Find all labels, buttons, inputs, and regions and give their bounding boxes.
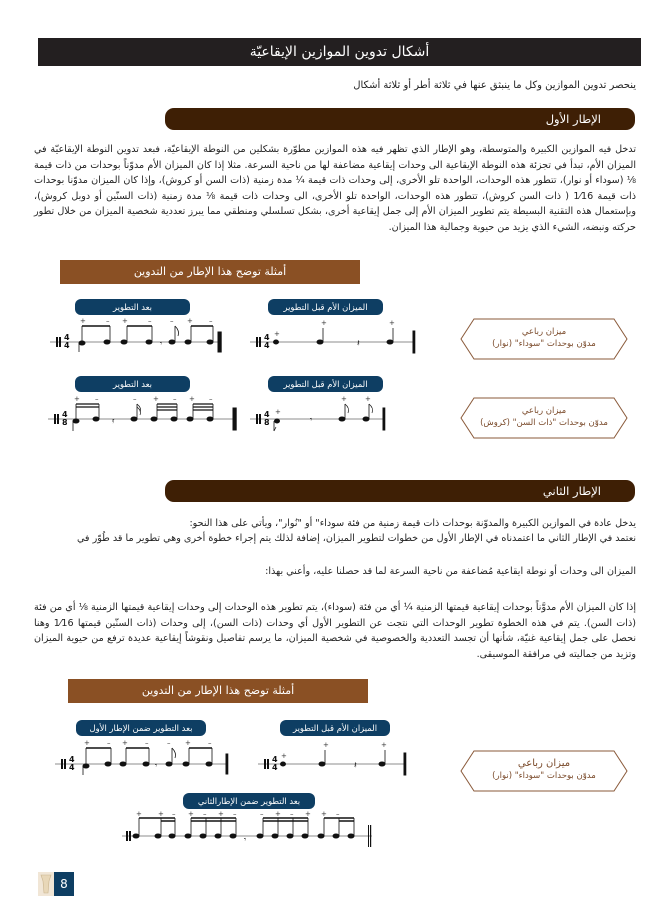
section2-after1-staff bbox=[55, 740, 235, 784]
svg-text:+: + bbox=[153, 395, 159, 403]
accent-mark: – bbox=[290, 810, 294, 818]
example2-after-label: بعد التطوير bbox=[75, 376, 190, 392]
accent-mark: + bbox=[158, 810, 164, 818]
svg-text:+: + bbox=[341, 395, 347, 403]
svg-text:𝄾: 𝄾 bbox=[155, 761, 158, 770]
accent-group bbox=[136, 810, 340, 818]
accent-mark: – bbox=[233, 810, 237, 818]
time-sig-bottom: 8 bbox=[62, 418, 68, 427]
rhythm-notation-after2 bbox=[122, 812, 382, 852]
svg-text:+: + bbox=[323, 741, 329, 749]
page-title: أشكال تدوين الموازين الإيقاعيّة bbox=[38, 38, 641, 66]
svg-text:–: – bbox=[107, 739, 111, 747]
section2-examples-heading: أمثلة توضح هذا الإطار من التدوين bbox=[68, 679, 368, 703]
example1-after-staff bbox=[50, 318, 230, 362]
accent-mark: + bbox=[188, 810, 194, 818]
svg-text:–: – bbox=[95, 395, 99, 403]
rhythm-notation-before bbox=[250, 318, 420, 358]
svg-text:–: – bbox=[208, 739, 212, 747]
svg-text:–: – bbox=[173, 395, 177, 403]
section2-line1: يدخل عادة في الموازين الكبيرة والمدوّنة بوحدات ذات قيمة زمنية من فئة سوداء" أو "نُوار"، ويأتي على هذا النحو: bbox=[189, 518, 636, 529]
note-head bbox=[230, 834, 236, 838]
intro-text: ينحصر تدوين الموازين وكل ما ينبثق عنها في ثلاثة أطر أو ثلاثة أشكال bbox=[353, 80, 636, 91]
example1-info-box bbox=[460, 318, 628, 360]
section2-body: إذا كان الميزان الأم مدوَّناً بوحدات إيقاعية قيمتها الزمنية ¼ أي من فئة (سوداء)، يتم تطوير هذه الوحدات إلى وحدات إيقاعية قيمتها الزمنية ⅛ أي من فئة (ذات السن). يتم في هذه الخطوة تطوير الوحدات التي نتجت عن التطوير الأول أي وحدات (ذات السن)، إلى وحدات (ذات السنّين قيمتها 1⁄16 وهنا نحصل على جمل إيقاعية غنيّة، شأنها أن تجسد التعددية والخصوصية في شخصية الميزان، ما يرسم تفاصيل ونقوشاً إيقاعية عديدة ترفع من حيوية الميزان وتزيد من جماليته في مرافقة الموسيقى. bbox=[34, 602, 636, 660]
section2-line2: نعتمد في الإطار الثاني ما اعتمدناه في الإطار الأول من خطوات لتطوير الميزان، إضافة لذلك يتم إجراء خطوة أخرى وهي تطوير ما قد طُوّر في bbox=[76, 533, 636, 544]
rhythm-notation-after bbox=[50, 318, 230, 358]
svg-text:–: – bbox=[145, 739, 149, 747]
rhythm-notation-after1 bbox=[55, 740, 235, 780]
svg-text:–: – bbox=[209, 317, 213, 325]
svg-text:+: + bbox=[274, 330, 280, 338]
svg-text:–: – bbox=[167, 739, 171, 747]
note-head bbox=[272, 834, 278, 838]
rhythm-notation-before bbox=[250, 395, 420, 435]
accent-mark: + bbox=[305, 810, 311, 818]
note-head bbox=[257, 834, 263, 838]
time-sig-top: 4 bbox=[64, 333, 70, 342]
accent-mark: – bbox=[203, 810, 207, 818]
time-sig-bottom: 4 bbox=[64, 341, 70, 350]
section2-after2-staff bbox=[122, 812, 382, 856]
svg-text:𝄾: 𝄾 bbox=[160, 339, 163, 348]
section2-before-staff bbox=[258, 740, 418, 784]
section2-box-line2: مدوّن بوحدات "سوداء" (نوار) bbox=[492, 771, 596, 781]
rest: 𝄾 bbox=[244, 835, 247, 844]
note-head bbox=[318, 834, 324, 838]
section1-heading: الإطار الأول bbox=[165, 108, 635, 130]
time-sig-bottom: 4 bbox=[69, 763, 75, 772]
note-head bbox=[287, 834, 293, 838]
svg-text:–: – bbox=[148, 317, 152, 325]
example1-before-staff bbox=[250, 318, 420, 362]
svg-text:+: + bbox=[275, 408, 281, 416]
note-head bbox=[200, 834, 206, 838]
svg-text:𝄾: 𝄾 bbox=[310, 415, 313, 424]
svg-text:+: + bbox=[189, 395, 195, 403]
svg-text:–: – bbox=[133, 395, 137, 403]
svg-text:𝄽: 𝄽 bbox=[357, 339, 360, 349]
svg-text:+: + bbox=[321, 319, 327, 327]
example2-info-box bbox=[460, 397, 628, 439]
note-head bbox=[185, 834, 191, 838]
svg-text:+: + bbox=[74, 395, 80, 403]
accent-mark: – bbox=[336, 810, 340, 818]
example2-before-label: الميزان الأم قبل التطوير bbox=[268, 376, 383, 392]
accent-mark: + bbox=[275, 810, 281, 818]
svg-text:𝄿: 𝄿 bbox=[112, 416, 115, 425]
note-head bbox=[133, 834, 139, 838]
section2-after2-label: بعد التطوير ضمن الإطارالثاني bbox=[183, 793, 315, 809]
time-sig-top: 4 bbox=[62, 410, 68, 419]
rhythm-notation-before bbox=[258, 740, 418, 780]
svg-text:+: + bbox=[281, 752, 287, 760]
svg-text:4: 4 bbox=[272, 755, 278, 764]
section2-line3: الميزان الى وحدات أو نوطة ايقاعية مُضاعفة من ناحية السرعة لما قد حصلنا عليه، وأعني بهذا: bbox=[265, 566, 636, 577]
svg-text:+: + bbox=[389, 319, 395, 327]
example1-before-label: الميزان الأم قبل التطوير bbox=[268, 299, 383, 315]
svg-text:+: + bbox=[187, 317, 193, 325]
svg-text:+: + bbox=[381, 741, 387, 749]
svg-text:+: + bbox=[185, 739, 191, 747]
page-number: 8 bbox=[54, 872, 74, 896]
svg-text:+: + bbox=[122, 739, 128, 747]
example2-box-line2: مدوّن بوحدات "ذات السن" (كروش) bbox=[480, 418, 608, 428]
svg-text:–: – bbox=[106, 317, 110, 325]
section2-heading: الإطار الثاني bbox=[165, 480, 635, 502]
svg-text:+: + bbox=[122, 317, 128, 325]
svg-text:+: + bbox=[84, 739, 90, 747]
note-group bbox=[133, 818, 354, 844]
example1-box-line2: مدوّن بوحدات "سوداء" (نوار) bbox=[492, 339, 596, 349]
accent-mark: + bbox=[136, 810, 142, 818]
example2-after-staff bbox=[48, 395, 238, 439]
section2-after1-label: بعد التطوير ضمن الإطار الأول bbox=[76, 720, 206, 736]
example1-box-line1: ميزان رباعي bbox=[521, 327, 567, 337]
accent-mark: – bbox=[260, 810, 264, 818]
section2-before-label: الميزان الأم قبل التطوير bbox=[280, 720, 390, 736]
section1-examples-heading: أمثلة توضح هذا الإطار من التدوين bbox=[60, 260, 360, 284]
note-head bbox=[215, 834, 221, 838]
note-head bbox=[155, 834, 161, 838]
time-sig-top: 4 bbox=[69, 755, 75, 764]
example2-before-staff bbox=[250, 395, 420, 439]
example2-box-line1: ميزان رباعي bbox=[521, 406, 567, 416]
note-head bbox=[333, 834, 339, 838]
svg-text:𝄽: 𝄽 bbox=[354, 761, 357, 771]
svg-text:4: 4 bbox=[264, 410, 270, 419]
svg-text:–: – bbox=[209, 395, 213, 403]
example1-after-label: بعد التطوير bbox=[75, 299, 190, 315]
note-head bbox=[348, 834, 354, 838]
svg-text:4: 4 bbox=[264, 341, 270, 350]
svg-text:8: 8 bbox=[264, 418, 270, 427]
rhythm-notation-after bbox=[48, 395, 238, 435]
drum-thumbnail-icon bbox=[38, 872, 54, 896]
svg-text:4: 4 bbox=[272, 763, 278, 772]
note-head bbox=[302, 834, 308, 838]
accent-mark: + bbox=[218, 810, 224, 818]
accent-mark: + bbox=[321, 810, 327, 818]
section2-info-box bbox=[460, 750, 628, 792]
svg-text:4: 4 bbox=[264, 333, 270, 342]
section2-box-line1: ميزان رباعي bbox=[517, 758, 571, 769]
section1-body: تدخل فيه الموازين الكبيرة والمتوسطة، وهو الإطار الذي تظهر فيه هذه الموازين مطوّرة بشكلين من النوطة الإيقاعيّة، فبعد تدوين النوطة الإيقاعيّة في الميزان الأم، تبدأ في تجزئة هذه النوطة الإيقاعية الى وحدات إيقاعية مضاعفة لها من ناحية السرعة. مثلا إذا كان الميزان الأم مدوّناً بوحدات من ذات قيمة ⅛ (سوداء أو نوار)، تتطور هذه الوحدات، الواحدة تلو الأخرى، إلى وحدات ذات قيمة ¼ مدة زمنية (ذات السن أو كروش)، وإذا كان الميزان مدوّنا بوحدات ذات قيمة 1⁄16 ( ذات السن كروش)، تتطور هذه الوحدات، الواحدة تلو الأخرى، الى وحدات ذات قيمة ⅛ مدة زمنية (ذات السنّين أو دوبل كروش)، وبإستعمال هذه التقنية البسيطة يتم تطوير الميزان الأم إلى جمل إيقاعية أخرى، بشكل تسلسلي ومنطقي مما يبرز تعددية شخصية الميزان من خلال تطور حركته ونبضه، الشيء الذي يزيد من حيوية وجمالية هذا الميزان. bbox=[34, 144, 636, 233]
svg-text:+: + bbox=[80, 317, 86, 325]
svg-text:–: – bbox=[170, 317, 174, 325]
accent-mark: – bbox=[172, 810, 176, 818]
note-head bbox=[169, 834, 175, 838]
svg-text:+: + bbox=[365, 395, 371, 403]
